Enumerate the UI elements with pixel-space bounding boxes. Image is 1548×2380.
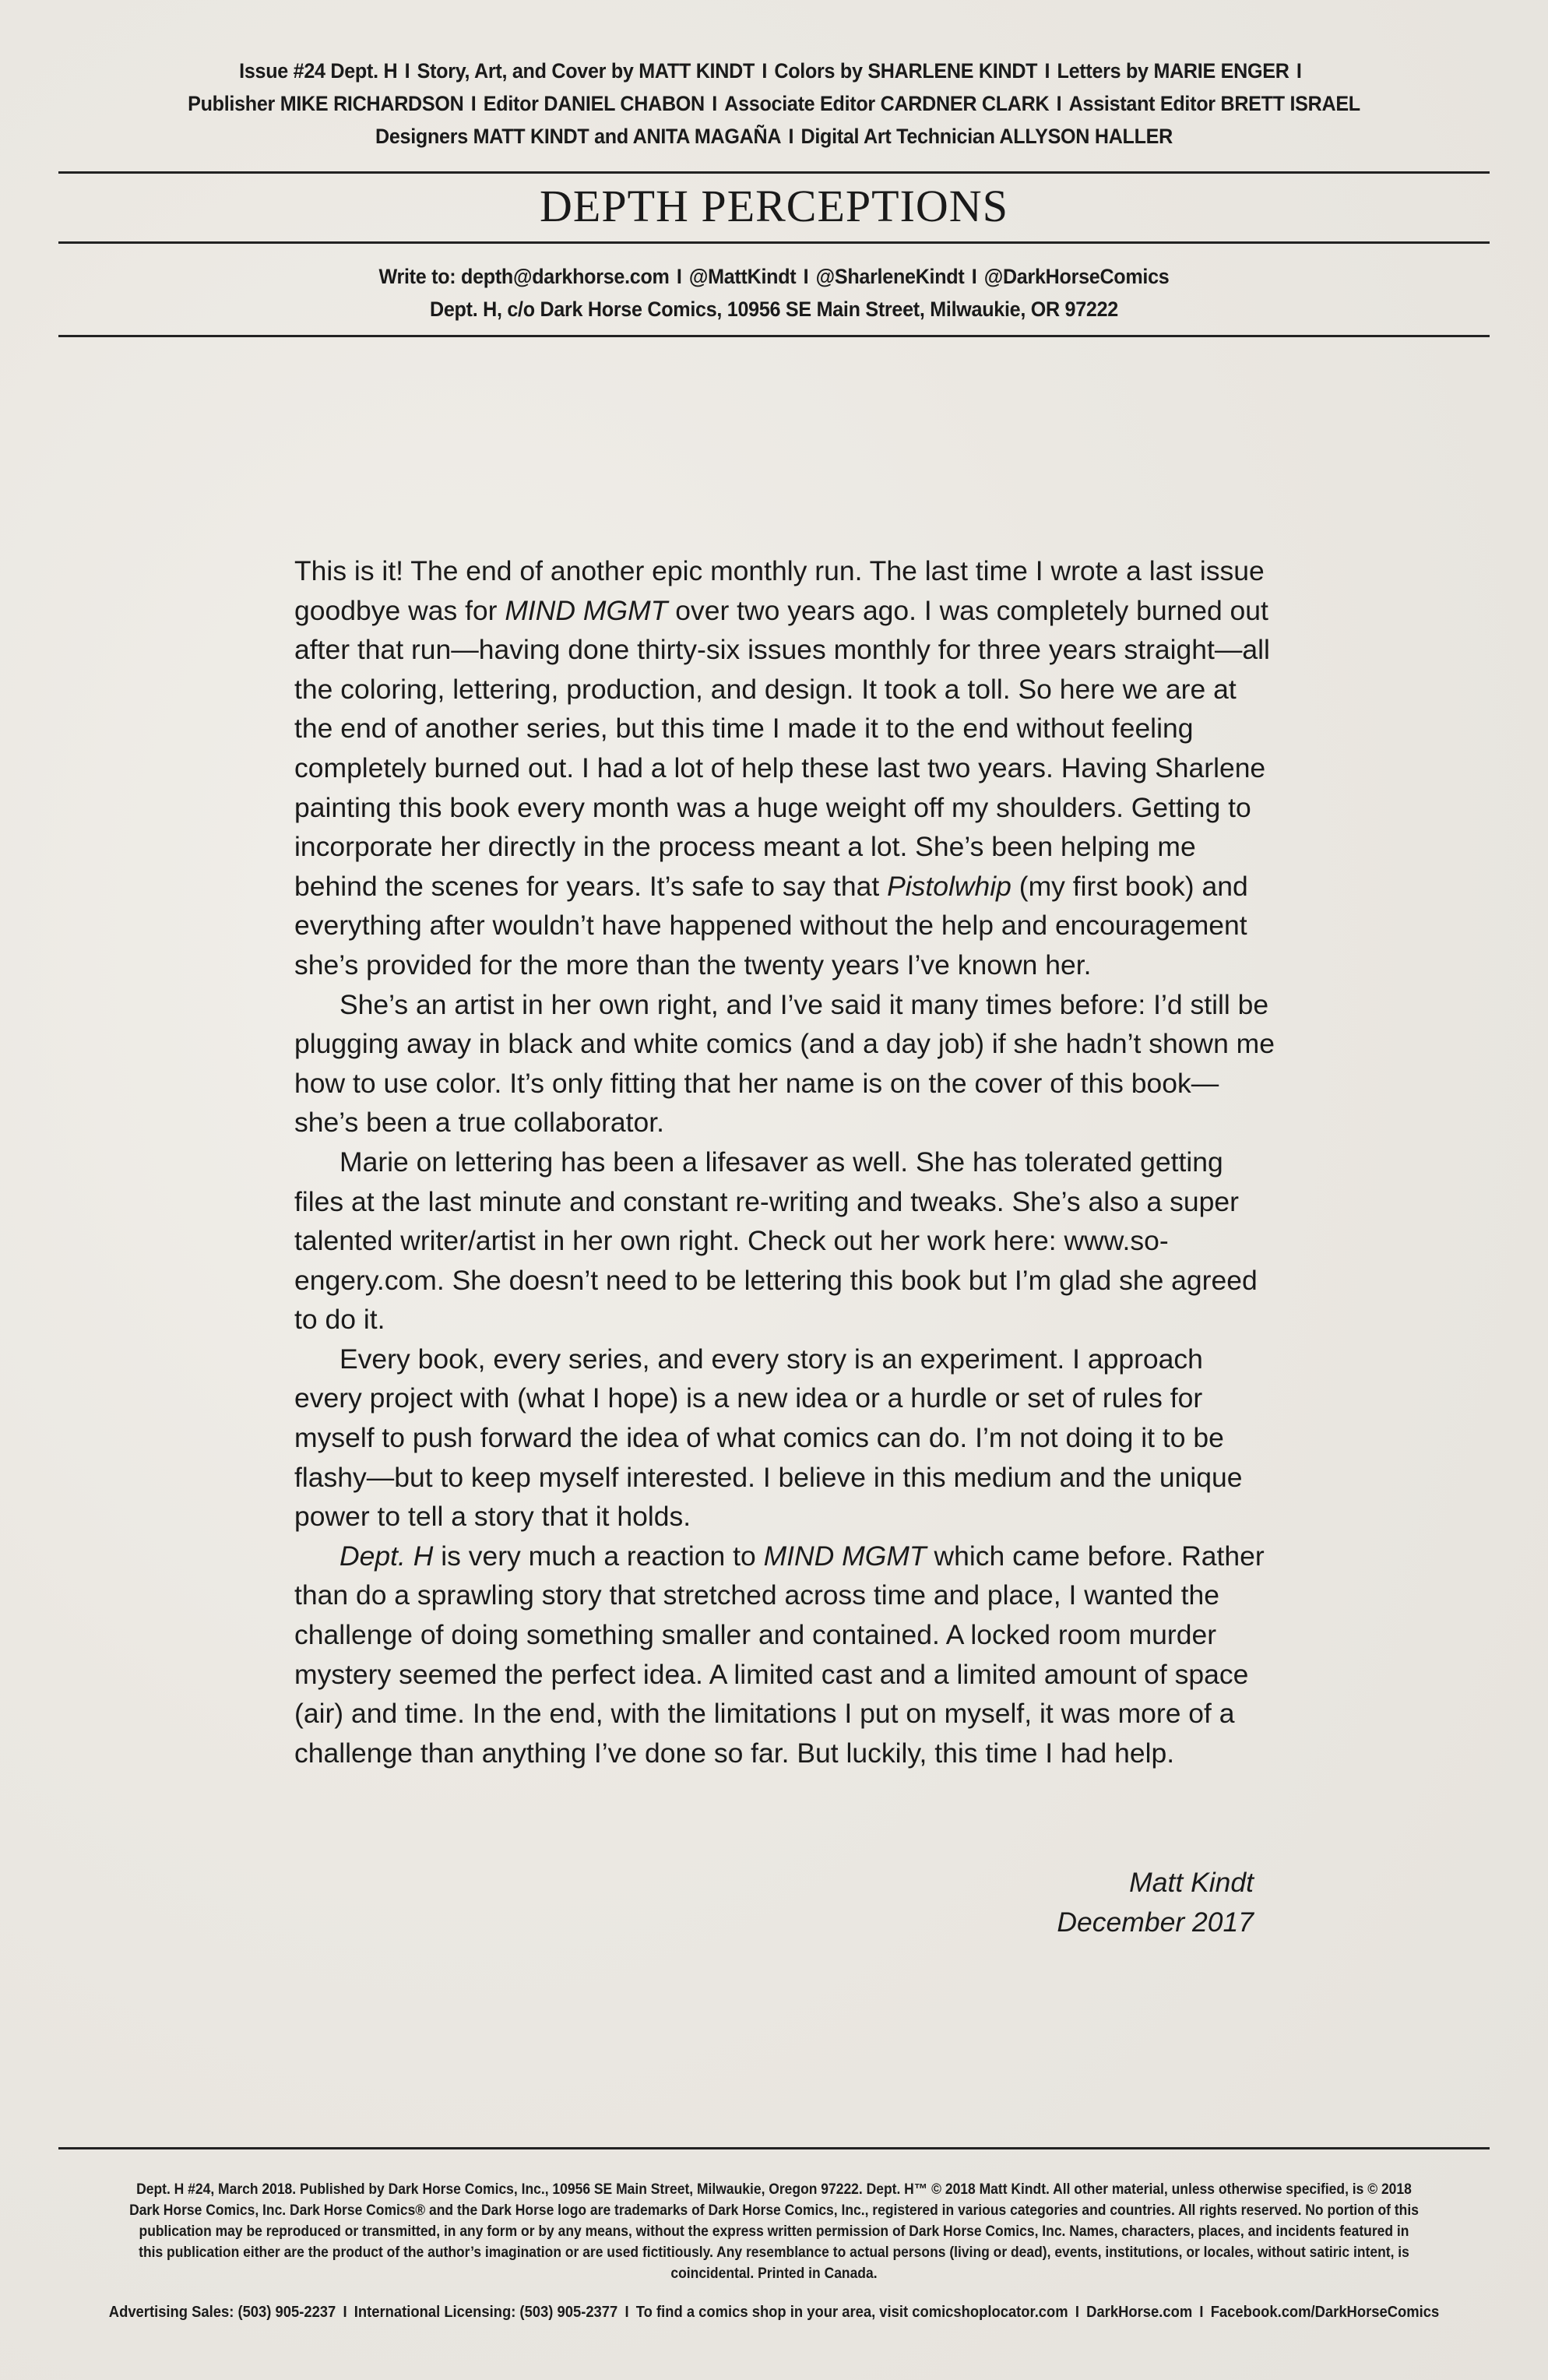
credits-line-3: Designers MATT KINDT and ANITA MAGAÑA I Digital Art Technician ALLYSON HALLER [375,125,1173,148]
signature-block [1057,1863,1254,1942]
divider-rule [58,2147,1490,2149]
letter-paragraph: This is it! The end of another epic monthly run. The last time I wrote a last issue goodbye was for MIND MGMT over two years ago. I was completely burned out after that run—having done thirty-six issues monthly for three years straight—all the coloring, lettering, production, and design. It took a toll. So here we are at the end of another series, but this time I made it to the end without feeling completely burned out. I had a lot of help these last two years. Having Sharlene painting this book every month was a huge weight off my shoulders. Getting to incorporate her directly in the process meant a lot. She’s been helping me behind the scenes for years. It’s safe to say that Pistolwhip (my first book) and everything after wouldn’t have happened without the help and encouragement she’s provided for the more than the twenty years I’ve known her. [294,555,1270,981]
divider-rule [58,241,1490,244]
credits-line-2: Publisher MIKE RICHARDSON I Editor DANIEL CHABON I Associate Editor CARDNER CLARK I Assistant Editor BRETT ISRAEL [188,92,1360,115]
divider-rule [58,171,1490,174]
letter-body [294,551,1275,1773]
signature-name: Matt Kindt [1129,1867,1254,1898]
credits-line-1: Issue #24 Dept. H I Story, Art, and Cover by MATT KINDT I Colors by SHARLENE KINDT I Letters by MARIE ENGER I [239,59,1302,83]
signature-date: December 2017 [1057,1906,1254,1938]
contact-block [55,260,1494,326]
credits-block [55,55,1494,153]
contact-address: Dept. H, c/o Dark Horse Comics, 10956 SE Main Street, Milwaukie, OR 97222 [430,298,1118,321]
section-title: DEPTH PERCEPTIONS [540,181,1008,231]
letter-paragraph: She’s an artist in her own right, and I’ve said it many times before: I’d still be plugging away in black and white comics (and a day job) if she hadn’t shown me how to use color. It’s only fitting that her name is on the cover of this book—she’s been a true collaborator. [294,988,1275,1139]
letter-paragraph: Dept. H is very much a reaction to MIND MGMT which came before. Rather than do a sprawling story that stretched across time and place, I wanted the challenge of doing something smaller and contained. A locked room murder mystery seemed the perfect idea. A limited cast and a limited amount of space (air) and time. In the end, with the limitations I put on myself, it was more of a challenge than anything I’ve done so far. But luckily, this time I had help. [294,1540,1265,1769]
legal-indicia: Dept. H #24, March 2018. Published by Dark Horse Comics, Inc., 10956 SE Main Street, Milwaukie, Oregon 97222. Dept. H™ © 2018 Matt Kindt. All other material, unless otherwise specified, is © 2018 Dark Horse Comics, Inc. Dark Horse Comics® and the Dark Horse logo are trademarks of Dark Horse Comics, Inc., registered in various categories and countries. All rights reserved. No portion of this publication may be reproduced or transmitted, in any form or by any means, without the express written permission of Dark Horse Comics, Inc. Names, characters, places, and incidents featured in this publication either are the product of the author’s imagination or are used fictitiously. Any resemblance to actual persons (living or dead), events, institutions, or locales, without satiric intent, is coincidental. Printed in Canada. [129,2181,1419,2282]
footer-links: Advertising Sales: (503) 905-2237 I International Licensing: (503) 905-2377 I To find a comics shop in your area, visit comicshoplocator.com I DarkHorse.com I Facebook.com/DarkHorseComics [108,2304,1440,2321]
contact-line-1: Write to: depth@darkhorse.com I @MattKindt I @SharleneKindt I @DarkHorseComics [378,265,1170,288]
divider-rule [58,335,1490,337]
letter-paragraph: Marie on lettering has been a lifesaver as well. She has tolerated getting files at the last minute and constant re-writing and tweaks. She’s also a super talented writer/artist in her own right. Check out her work here: www.so-engery.com. She doesn’t need to be lettering this book but I’m glad she agreed to do it. [294,1146,1258,1336]
letter-paragraph: Every book, every series, and every story is an experiment. I approach every project with (what I hope) is a new idea or a hurdle or set of rules for myself to push forward the idea of what comics can do. I’m not doing it to be flashy—but to keep myself interested. I believe in this medium and the unique power to tell a story that it holds. [294,1343,1243,1533]
